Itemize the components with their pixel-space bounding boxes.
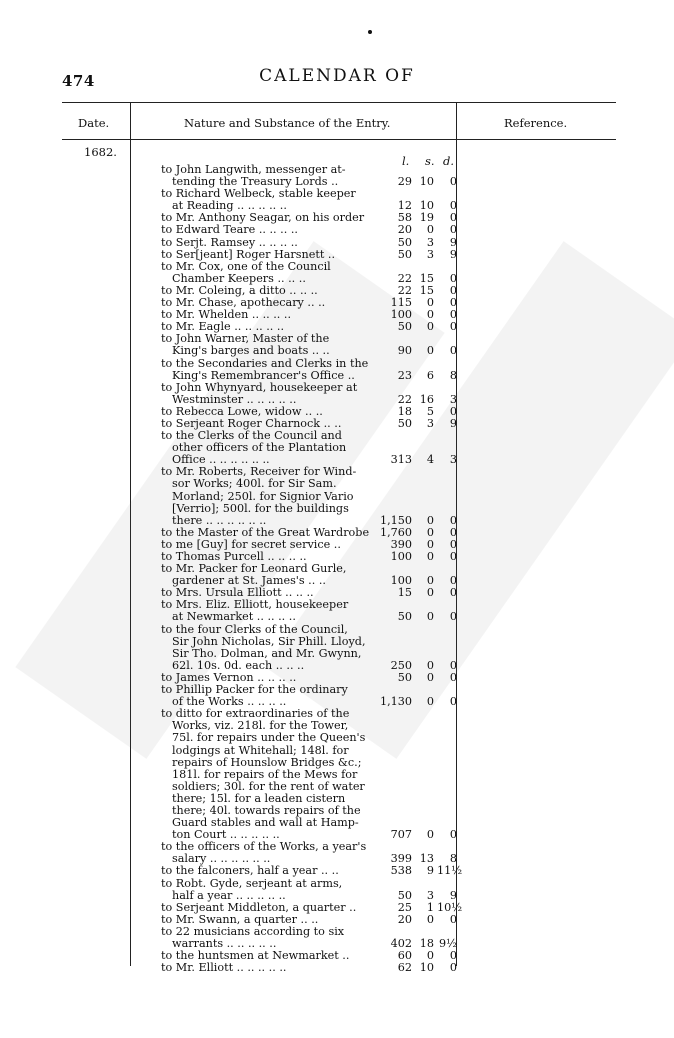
- entry-line: 62l. 10s. 0d. each .. .. ..: [172, 658, 305, 672]
- amount-shillings: 10: [419, 961, 434, 975]
- amount-pence: 10½: [437, 900, 463, 914]
- entry-line: King's barges and boats .. ..: [172, 344, 330, 358]
- entry-line: to Serjt. Ramsey .. .. .. ..: [161, 235, 298, 249]
- entry-amount: [379, 345, 459, 357]
- entry-amount: [379, 321, 459, 333]
- entry-amount: [379, 418, 459, 430]
- entry-text: [161, 237, 375, 249]
- amount-shillings: 6: [426, 368, 434, 382]
- entry-amount: [379, 660, 459, 672]
- amount-pence: 0: [449, 828, 457, 842]
- entry-text: [161, 382, 375, 406]
- list-item: [161, 902, 461, 914]
- amount-shillings: 15: [419, 271, 434, 285]
- list-item: [161, 841, 461, 865]
- entry-text: [161, 878, 375, 902]
- amount-pence: 0: [449, 175, 457, 189]
- amount-pence: 0: [449, 320, 457, 334]
- amount-pounds: 25: [397, 900, 412, 914]
- amount-pence: 9: [449, 888, 457, 902]
- amount-shillings: 0: [426, 223, 434, 237]
- unit-pounds: l.: [402, 154, 410, 168]
- entry-line: Westminster .. .. .. .. ..: [172, 392, 297, 406]
- list-item: [161, 865, 461, 877]
- amount-pence: 0: [449, 949, 457, 963]
- amount-pence: 0: [449, 610, 457, 624]
- entry-amount: [379, 890, 459, 902]
- amount-pence: 0: [449, 525, 457, 539]
- list-item: [161, 224, 461, 236]
- entry-amount: [379, 962, 459, 974]
- amount-pounds: 50: [397, 235, 412, 249]
- entry-amount: [379, 370, 459, 382]
- entry-line: to the falconers, half a year .. ..: [161, 864, 339, 878]
- entry-text: [161, 902, 375, 914]
- entry-line: to Mr. Cox, one of the Council: [161, 259, 331, 273]
- entry-line: to the officers of the Works, a year's: [161, 840, 367, 854]
- amount-pence: 0: [449, 586, 457, 600]
- amount-pence: 0: [449, 961, 457, 975]
- entry-line: Guard stables and wall at Hamp-: [172, 816, 359, 830]
- amount-pounds: 12: [397, 199, 412, 213]
- amount-pence: 0: [449, 574, 457, 588]
- amount-pounds: 50: [397, 320, 412, 334]
- entry-line: to the Clerks of the Council and: [161, 429, 342, 443]
- entry-line: ton Court .. .. .. .. ..: [172, 828, 280, 842]
- amount-pounds: 22: [397, 283, 412, 297]
- list-item: [161, 237, 461, 249]
- entry-line: there; 15l. for a leaden cistern: [172, 791, 346, 805]
- amount-pounds: 402: [390, 937, 412, 950]
- amount-shillings: 5: [426, 404, 434, 418]
- amount-pence: 0: [449, 537, 457, 551]
- list-item: [161, 563, 461, 587]
- amount-pence: 0: [449, 344, 457, 358]
- amount-shillings: 0: [426, 537, 434, 551]
- entry-line: to James Vernon .. .. .. ..: [161, 670, 297, 684]
- amount-pounds: 50: [397, 610, 412, 624]
- amount-shillings: 10: [419, 199, 434, 213]
- amount-pence: 0: [449, 912, 457, 926]
- amount-shillings: 9: [426, 864, 434, 878]
- amount-pence: 9: [449, 416, 457, 430]
- amount-shillings: 1: [426, 900, 434, 914]
- entry-amount: [379, 587, 459, 599]
- amount-pence: 0: [449, 223, 457, 237]
- entry-text: [161, 261, 375, 285]
- amount-pounds: 18: [397, 404, 412, 418]
- entry-line: to ditto for extraordinaries of the: [161, 707, 350, 721]
- entry-text: [161, 430, 375, 466]
- amount-pounds: 538: [390, 864, 412, 878]
- entry-line: half a year .. .. .. .. ..: [172, 888, 286, 902]
- amount-pounds: 29: [397, 175, 412, 189]
- entry-line: Chamber Keepers .. .. ..: [172, 271, 306, 285]
- entry-line: 181l. for repairs of the Mews for: [172, 767, 358, 781]
- amount-pence: 9: [449, 235, 457, 249]
- entry-list: [161, 164, 461, 974]
- amount-pounds: 62: [397, 961, 412, 975]
- table-top-rule: [62, 102, 616, 103]
- entry-line: lodgings at Whitehall; 148l. for: [172, 743, 349, 757]
- amount-pence: 9: [449, 247, 457, 261]
- entry-line: to the Master of the Great Wardrobe: [161, 525, 370, 539]
- amount-shillings: 0: [426, 949, 434, 963]
- amount-shillings: 15: [419, 283, 434, 297]
- amount-shillings: 18: [419, 937, 434, 950]
- entry-line: salary .. .. .. .. .. ..: [172, 852, 271, 866]
- entry-line: tending the Treasury Lords ..: [172, 175, 339, 189]
- amount-pence: 0: [449, 283, 457, 297]
- amount-pounds: 390: [390, 537, 412, 551]
- entry-line: Office .. .. .. .. .. ..: [172, 453, 270, 467]
- amount-pounds: 100: [390, 574, 412, 588]
- table-header-rule: [62, 139, 616, 140]
- amount-shillings: 0: [426, 670, 434, 684]
- amount-pounds: 15: [397, 586, 412, 600]
- entry-line: to Mr. Packer for Leonard Gurle,: [161, 562, 347, 576]
- entry-text: [161, 224, 375, 236]
- amount-pence: 0: [449, 695, 457, 709]
- page-number: 474: [62, 72, 95, 90]
- list-item: [161, 624, 461, 672]
- entry-line: to 22 musicians according to six: [161, 924, 345, 938]
- amount-pounds: 100: [390, 308, 412, 322]
- entry-amount: [379, 551, 459, 563]
- list-item: [161, 878, 461, 902]
- list-item: [161, 249, 461, 261]
- entry-line: to Richard Welbeck, stable keeper: [161, 187, 356, 201]
- unit-shillings: s.: [425, 154, 435, 168]
- amount-pence: 0: [449, 211, 457, 225]
- entry-text: [161, 926, 375, 950]
- entry-text: [161, 624, 375, 672]
- list-item: [161, 261, 461, 285]
- amount-pounds: 313: [390, 453, 412, 467]
- entry-amount: [379, 900, 463, 914]
- amount-shillings: 0: [426, 513, 434, 527]
- entry-line: to Serjeant Roger Charnock .. ..: [161, 416, 342, 430]
- column-divider-right: [456, 102, 457, 140]
- amount-pounds: 22: [397, 271, 412, 285]
- entry-text: [161, 188, 375, 212]
- amount-shillings: 16: [419, 392, 434, 406]
- amount-pounds: 50: [397, 888, 412, 902]
- entry-amount: [379, 176, 459, 188]
- entry-line: to the four Clerks of the Council,: [161, 622, 348, 636]
- amount-pounds: 50: [397, 416, 412, 430]
- entry-line: 75l. for repairs under the Queen's: [172, 731, 366, 745]
- amount-shillings: 0: [426, 320, 434, 334]
- entry-line: other officers of the Plantation: [172, 441, 347, 455]
- entry-text: [161, 708, 375, 841]
- list-item: [161, 962, 461, 974]
- entry-amount: [379, 394, 459, 406]
- entry-line: there .. .. .. .. .. ..: [172, 513, 267, 527]
- entry-amount: [379, 829, 459, 841]
- amount-pence: 3: [449, 392, 457, 406]
- amount-pounds: 1,130: [379, 695, 412, 709]
- amount-pounds: 58: [397, 211, 412, 225]
- entry-line: to Mr. Whelden .. .. .. ..: [161, 308, 292, 322]
- amount-pounds: 399: [390, 852, 412, 866]
- entry-text: [161, 962, 375, 974]
- amount-shillings: 19: [419, 211, 434, 225]
- entry-amount: [379, 249, 459, 261]
- entry-line: to Mr. Eagle .. .. .. .. ..: [161, 320, 285, 334]
- entry-amount: [379, 914, 459, 926]
- entry-amount: [379, 864, 463, 878]
- entry-text: [161, 358, 375, 382]
- amount-pounds: 1,150: [379, 513, 412, 527]
- entry-text: [161, 599, 375, 623]
- amount-pence: 0: [449, 658, 457, 672]
- entry-text: [161, 164, 375, 188]
- running-title: CALENDAR OF: [259, 66, 415, 86]
- entry-line: sor Works; 400l. for Sir Sam.: [172, 477, 337, 491]
- amount-pence: 9½: [439, 937, 457, 950]
- entry-text: [161, 841, 375, 865]
- entry-amount: [379, 237, 459, 249]
- amount-pence: 0: [449, 513, 457, 527]
- amount-pence: 0: [449, 550, 457, 563]
- entry-amount: [379, 406, 459, 418]
- list-item: [161, 684, 461, 708]
- amount-pounds: 50: [397, 247, 412, 261]
- entry-line: to the Secondaries and Clerks in the: [161, 356, 369, 370]
- entry-amount: [379, 611, 459, 623]
- entry-line: to Mr. Anthony Seagar, on his order: [161, 211, 365, 225]
- amount-shillings: 3: [426, 235, 434, 249]
- entry-line: Works, viz. 218l. for the Tower,: [172, 719, 349, 733]
- amount-pounds: 100: [390, 550, 412, 563]
- entry-line: to Mr. Chase, apothecary .. ..: [161, 296, 326, 310]
- list-item: [161, 430, 461, 466]
- amount-pence: 0: [449, 404, 457, 418]
- list-item: [161, 382, 461, 406]
- amount-shillings: 0: [426, 574, 434, 588]
- entry-amount: [379, 212, 459, 224]
- entry-line: to Mrs. Ursula Elliott .. .. ..: [161, 586, 314, 600]
- amount-shillings: 0: [426, 308, 434, 322]
- list-item: [161, 333, 461, 357]
- entry-text: [161, 563, 375, 587]
- amount-shillings: 13: [419, 852, 434, 866]
- entry-text: [161, 249, 375, 261]
- date-column-header: Date.: [78, 116, 110, 130]
- entry-line: soldiers; 30l. for the rent of water: [172, 779, 365, 793]
- amount-pence: 8: [449, 852, 457, 866]
- entry-line: to the huntsmen at Newmarket ..: [161, 949, 350, 963]
- amount-pounds: 1,760: [379, 525, 412, 539]
- list-item: [161, 599, 461, 623]
- column-divider-left: [130, 102, 131, 140]
- entry-line: there; 40l. towards repairs of the: [172, 803, 361, 817]
- entry-line: Sir Tho. Dolman, and Mr. Gwynn,: [172, 646, 362, 660]
- entry-line: Sir John Nicholas, Sir Phill. Lloyd,: [172, 634, 366, 648]
- list-item: [161, 466, 461, 526]
- entry-line: gardener at St. James's .. ..: [172, 574, 326, 588]
- entry-text: [161, 333, 375, 357]
- list-item: [161, 164, 461, 188]
- entry-text: [161, 466, 375, 526]
- list-item: [161, 188, 461, 212]
- amount-pence: 11½: [437, 864, 463, 878]
- entry-line: of the Works .. .. .. ..: [172, 695, 287, 709]
- entry-amount: [379, 515, 459, 527]
- entry-line: to Serjeant Middleton, a quarter ..: [161, 900, 357, 914]
- list-item: [161, 708, 461, 841]
- entry-line: to Mr. Swann, a quarter .. ..: [161, 912, 319, 926]
- amount-shillings: 0: [426, 344, 434, 358]
- entry-line: to John Langwith, messenger at-: [161, 163, 346, 176]
- amount-pence: 8: [449, 368, 457, 382]
- entry-line: to Ser[jeant] Roger Harsnett ..: [161, 247, 336, 261]
- amount-pence: 0: [449, 271, 457, 285]
- amount-shillings: 0: [426, 296, 434, 310]
- amount-pounds: 22: [397, 392, 412, 406]
- entry-line: King's Remembrancer's Office ..: [172, 368, 355, 382]
- entry-amount: [379, 273, 459, 285]
- page-mark: [368, 30, 372, 34]
- amount-pounds: 90: [397, 344, 412, 358]
- amount-shillings: 0: [426, 610, 434, 624]
- amount-pence: 3: [449, 453, 457, 467]
- amount-pence: 0: [449, 308, 457, 322]
- entry-line: to Thomas Purcell .. .. .. ..: [161, 550, 307, 563]
- amount-shillings: 0: [426, 550, 434, 563]
- entry-line: at Reading .. .. .. .. ..: [172, 199, 287, 213]
- amount-shillings: 0: [426, 586, 434, 600]
- entry-line: Morland; 250l. for Signior Vario: [172, 489, 354, 503]
- amount-shillings: 0: [426, 912, 434, 926]
- amount-pounds: 250: [390, 658, 412, 672]
- entry-amount: [379, 200, 459, 212]
- list-item: [161, 358, 461, 382]
- amount-pence: 0: [449, 296, 457, 310]
- amount-shillings: 10: [419, 175, 434, 189]
- nature-column-header: Nature and Substance of the Entry.: [184, 116, 391, 130]
- amount-pounds: 115: [390, 296, 412, 310]
- amount-shillings: 0: [426, 658, 434, 672]
- entry-amount: [379, 224, 459, 236]
- entry-line: to Edward Teare .. .. .. ..: [161, 223, 298, 237]
- amount-shillings: 0: [426, 525, 434, 539]
- entry-amount: [379, 938, 459, 950]
- entry-text: [161, 684, 375, 708]
- reference-column-header: Reference.: [504, 116, 568, 130]
- amount-pounds: 23: [397, 368, 412, 382]
- amount-shillings: 3: [426, 247, 434, 261]
- entry-amount: [379, 950, 459, 962]
- amount-pounds: 707: [390, 828, 412, 842]
- entry-amount: [379, 454, 459, 466]
- amount-shillings: 3: [426, 416, 434, 430]
- column-divider-left-body: [130, 140, 131, 966]
- amount-pence: 0: [449, 670, 457, 684]
- entry-line: to Rebecca Lowe, widow .. ..: [161, 404, 323, 418]
- entry-line: to Phillip Packer for the ordinary: [161, 683, 348, 697]
- amount-pounds: 50: [397, 670, 412, 684]
- entry-amount: [379, 696, 459, 708]
- entry-line: [Verrio]; 500l. for the buildings: [172, 501, 349, 515]
- entry-line: to Mr. Coleing, a ditto .. .. ..: [161, 283, 318, 297]
- amount-shillings: 4: [426, 453, 434, 467]
- entry-line: to me [Guy] for secret service ..: [161, 537, 341, 551]
- entry-amount: [379, 672, 459, 684]
- entry-line: repairs of Hounslow Bridges &c.;: [172, 755, 362, 769]
- entry-text: [161, 865, 375, 877]
- unit-pence: d.: [443, 154, 455, 168]
- entry-line: at Newmarket .. .. .. ..: [172, 610, 296, 624]
- amount-pounds: 60: [397, 949, 412, 963]
- entry-line: to Mr. Roberts, Receiver for Wind-: [161, 465, 357, 479]
- amount-shillings: 0: [426, 695, 434, 709]
- amount-pounds: 20: [397, 912, 412, 926]
- amount-pence: 0: [449, 199, 457, 213]
- entry-line: to Mrs. Eliz. Elliott, housekeeper: [161, 598, 349, 612]
- amount-shillings: 0: [426, 828, 434, 842]
- entry-line: warrants .. .. .. .. ..: [172, 937, 277, 950]
- amount-pounds: 20: [397, 223, 412, 237]
- entry-line: to Mr. Elliott .. .. .. .. ..: [161, 961, 287, 975]
- list-item: [161, 926, 461, 950]
- entry-amount: [379, 309, 459, 321]
- amount-shillings: 3: [426, 888, 434, 902]
- entry-line: to John Warner, Master of the: [161, 332, 330, 346]
- entry-line: to John Whynyard, housekeeper at: [161, 380, 358, 394]
- entry-line: to Robt. Gyde, serjeant at arms,: [161, 876, 343, 890]
- entry-amount: [379, 575, 459, 587]
- entry-year: 1682.: [84, 145, 117, 159]
